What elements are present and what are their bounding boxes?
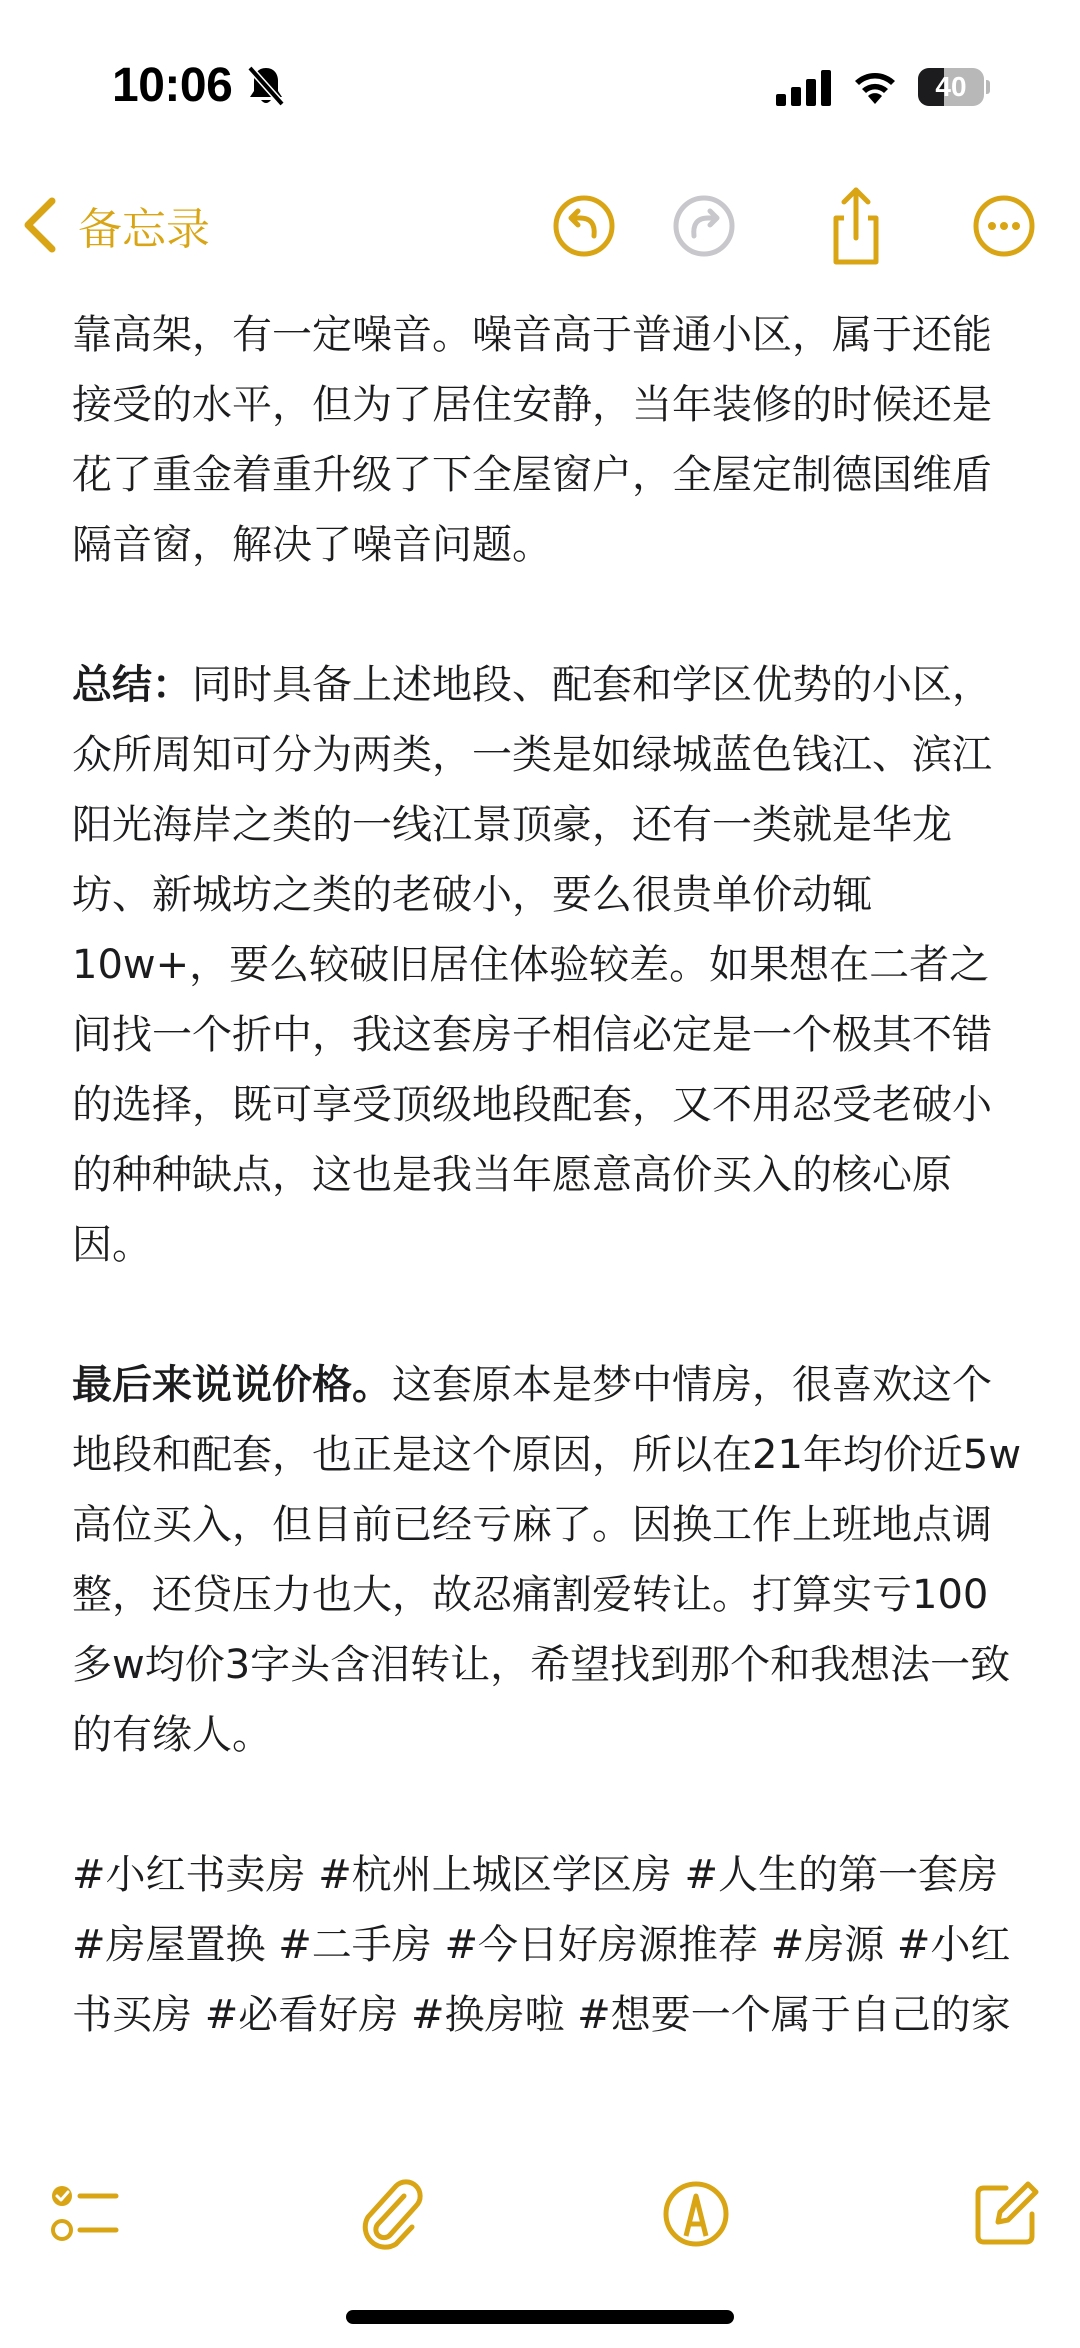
- battery-indicator: [918, 68, 990, 106]
- more-icon[interactable]: [956, 178, 1052, 274]
- status-bar: [0, 0, 1080, 170]
- back-button[interactable]: [20, 180, 210, 270]
- price-heading: 最后来说说价格。: [72, 1362, 392, 1408]
- checklist-icon[interactable]: [44, 2174, 124, 2254]
- bell-slash-icon: [246, 64, 286, 108]
- paperclip-icon[interactable]: [352, 2174, 432, 2254]
- note-paragraph-hashtags: #小红书卖房 #杭州上城区学区房 #人生的第一套房 #房屋置换 #二手房 #今日好房源推荐 #房源 #小红书买房 #必看好房 #换房啦 #想要一个属于自己的家: [72, 1852, 1011, 2038]
- note-body[interactable]: [72, 300, 1022, 2050]
- redo-icon[interactable]: [656, 178, 752, 274]
- summary-heading: 总结：: [72, 662, 192, 708]
- price-text: 这套原本是梦中情房，很喜欢这个地段和配套，也正是这个原因，所以在21年均价近5w高位买入，但目前已经亏麻了。因换工作上班地点调整，还贷压力也大，故忍痛割爱转让。打算实亏100多w均价3字头含泪转让，希望找到那个和我想法一致的有缘人。: [72, 1362, 1022, 1758]
- summary-text: 同时具备上述地段、配套和学区优势的小区，众所周知可分为两类，一类是如绿城蓝色钱江、滨江阳光海岸之类的一线江景顶豪，还有一类就是华龙坊、新城坊之类的老破小，要么很贵单价动辄10w+，要么较破旧居住体验较差。如果想在二者之间找一个折中，我这套房子相信必定是一个极其不错的选择，既可享受顶级地段配套，又不用忍受老破小的种种缺点，这也是我当年愿意高价买入的核心原因。: [72, 662, 992, 1268]
- nav-bar: [0, 170, 1080, 280]
- cellular-signal-icon: [776, 70, 832, 106]
- back-label: 备忘录: [78, 204, 210, 255]
- note-paragraph-noise: 靠高架，有一定噪音。噪音高于普通小区，属于还能接受的水平，但为了居住安静，当年装修的时候还是花了重金着重升级了下全屋窗户，全屋定制德国维盾隔音窗，解决了噪音问题。: [72, 312, 992, 568]
- compose-icon[interactable]: [966, 2174, 1046, 2254]
- note-paragraph-summary: [72, 650, 1022, 1280]
- wifi-icon: [850, 66, 900, 106]
- share-icon[interactable]: [808, 178, 904, 274]
- undo-icon[interactable]: [536, 178, 632, 274]
- chevron-left-icon: [20, 195, 60, 255]
- status-time: 10:06: [112, 59, 233, 112]
- battery-level: 40: [935, 71, 967, 102]
- home-indicator[interactable]: [346, 2310, 734, 2324]
- markup-pen-icon[interactable]: [656, 2174, 736, 2254]
- bottom-toolbar: [0, 2160, 1080, 2280]
- note-paragraph-price: [72, 1350, 1022, 1770]
